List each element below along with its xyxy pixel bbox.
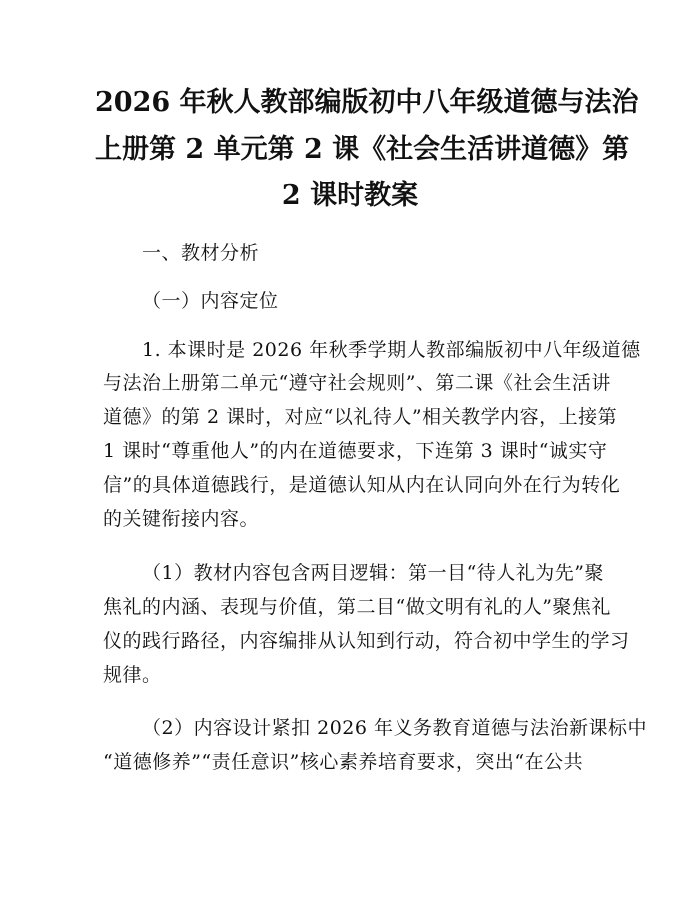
- paragraph-line: 1. 本课时是 2026 年秋季学期人教部编版初中八年级道德: [142, 339, 641, 361]
- section-heading-textbook-analysis: 一、教材分析: [142, 242, 260, 264]
- paragraph-line: 规律。: [103, 664, 162, 686]
- document-title-line-1: 2026 年秋人教部编版初中八年级道德与法治: [95, 87, 639, 118]
- paragraph-line: 与法治上册第二单元“遵守社会规则”、第二课《社会生活讲: [103, 372, 611, 394]
- paragraph-line: （1）教材内容包含两目逻辑：第一目“待人礼为先”聚: [142, 562, 605, 584]
- paragraph-line: 焦礼的内涵、表现与价值，第二目“做文明有礼的人”聚焦礼: [103, 596, 611, 618]
- paragraph-line: 道德》的第 2 课时，对应“以礼待人”相关教学内容，上接第: [103, 406, 618, 428]
- paragraph-line: 的关键衔接内容。: [103, 508, 260, 530]
- document-title-line-3: 2 课时教案: [281, 180, 419, 211]
- paragraph-line: 仪的践行路径，内容编排从认知到行动，符合初中学生的学习: [103, 630, 630, 652]
- paragraph-line: 信”的具体道德践行，是道德认知从内在认同向外在行为转化: [103, 474, 621, 496]
- paragraph-line: “道德修养”“责任意识”核心素养培育要求，突出“在公共: [103, 751, 584, 773]
- paragraph-line: （2）内容设计紧扣 2026 年义务教育道德与法治新课标中: [142, 717, 648, 739]
- paragraph-line: 1 课时“尊重他人”的内在道德要求，下连第 3 课时“诚实守: [103, 440, 608, 462]
- subsection-heading-content-positioning: （一）内容定位: [142, 290, 279, 312]
- document-title-line-2: 上册第 2 单元第 2 课《社会生活讲道德》第: [95, 134, 630, 165]
